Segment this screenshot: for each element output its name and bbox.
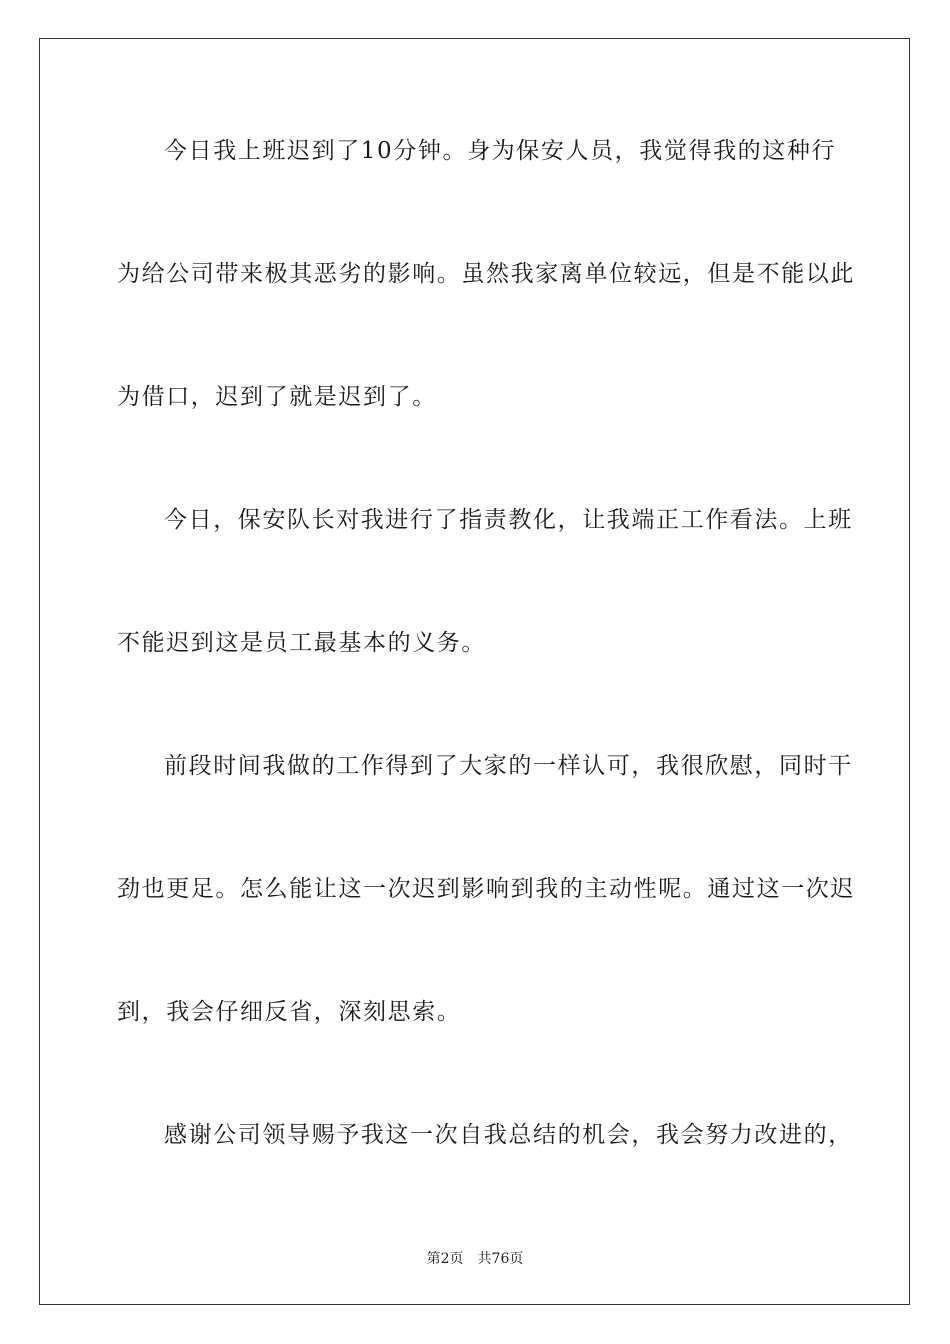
paragraph-3-line-1: 前段时间我做的工作得到了大家的一样认可，我很欣慰，同时干 — [164, 753, 853, 779]
page-footer — [0, 1248, 950, 1268]
paragraph-1-line-1: 今日我上班迟到了10分钟。身为保安人员，我觉得我的这种行 — [164, 138, 837, 164]
page-number: 第2页 — [426, 1251, 464, 1267]
paragraph-3-line-3: 到，我会仔细反省，深刻思索。 — [117, 999, 462, 1025]
paragraph-1-line-3: 为借口，迟到了就是迟到了。 — [117, 384, 437, 410]
paragraph-3-line-2: 劲也更足。怎么能让这一次迟到影响到我的主动性呢。通过这一次迟 — [117, 876, 855, 902]
paragraph-2-line-1: 今日，保安队长对我进行了指责教化，让我端正工作看法。上班 — [164, 507, 853, 533]
paragraph-4-line-1: 感谢公司领导赐予我这一次自我总结的机会，我会努力改进的， — [164, 1122, 853, 1148]
page-total: 共76页 — [477, 1251, 524, 1267]
paragraph-1-line-2: 为给公司带来极其恶劣的影响。虽然我家离单位较远，但是不能以此 — [117, 261, 855, 287]
page-border — [39, 38, 910, 1305]
paragraph-2-line-2: 不能迟到这是员工最基本的义务。 — [117, 630, 486, 656]
